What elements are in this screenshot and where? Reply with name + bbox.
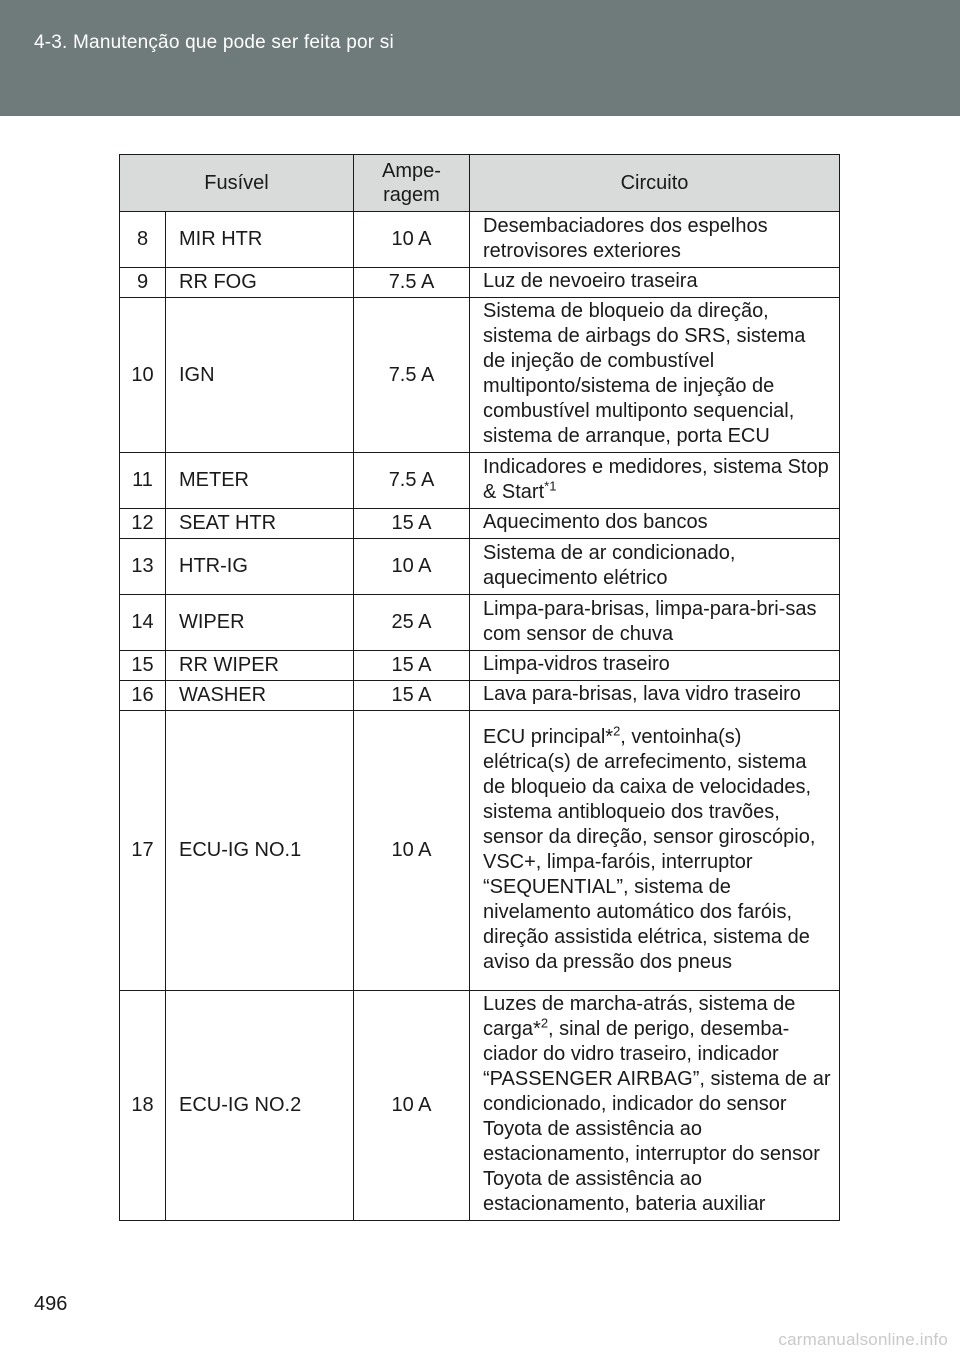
watermark: carmanualsonline.info: [778, 1330, 948, 1349]
chapter-header: [0, 0, 960, 116]
circuit-text: Aquecimento dos bancos: [483, 511, 708, 533]
fuse-number: 13: [120, 539, 166, 595]
fuse-circuit: [470, 651, 840, 681]
footnote-marker: 2: [613, 722, 621, 738]
circuit-text: Desembaciadores dos espelhos retrovisores exteriores: [483, 214, 768, 262]
fuse-amperage: 10 A: [354, 539, 470, 595]
fuse-amperage: 10 A: [354, 711, 470, 991]
table-row: [120, 595, 840, 651]
fuse-amperage: 7.5 A: [354, 268, 470, 298]
fuse-table-body: [120, 212, 840, 1221]
fuse-name: SEAT HTR: [166, 509, 354, 539]
fuse-name: ECU-IG NO.1: [166, 711, 354, 991]
table-row: [120, 991, 840, 1221]
fuse-number: 10: [120, 298, 166, 453]
fuse-amperage: 7.5 A: [354, 453, 470, 509]
circuit-text: Limpa-para-brisas, limpa-para-bri-sas com sensor de chuva: [483, 597, 817, 645]
column-header-circuit: Circuito: [470, 155, 840, 212]
circuit-text: , sinal de perigo, desemba-ciador do vidro traseiro, indicador “PASSENGER AIRBAG”, sistema de ar condicionado, indicador do sensor Toyota de assistência ao estacionamento, interruptor do sensor Toyota de assistência ao estacionamento, bateria auxiliar: [483, 1018, 831, 1215]
fuse-amperage: 15 A: [354, 681, 470, 711]
circuit-text: Limpa-vidros traseiro: [483, 653, 670, 675]
circuit-text: Indicadores e medidores, sistema Stop & Start: [483, 455, 829, 503]
fuse-number: 15: [120, 651, 166, 681]
fuse-amperage: 7.5 A: [354, 298, 470, 453]
page-number: 496: [34, 1293, 68, 1315]
fuse-circuit: [470, 539, 840, 595]
fuse-number: 14: [120, 595, 166, 651]
fuse-amperage: 15 A: [354, 509, 470, 539]
fuse-name: METER: [166, 453, 354, 509]
table-row: [120, 711, 840, 991]
fuse-name: RR WIPER: [166, 651, 354, 681]
fuse-circuit: [470, 991, 840, 1221]
fuse-number: 9: [120, 268, 166, 298]
column-header-amperage: [354, 155, 470, 212]
fuse-name: WIPER: [166, 595, 354, 651]
fuse-amperage: 10 A: [354, 212, 470, 268]
fuse-circuit: [470, 268, 840, 298]
fuse-circuit: [470, 681, 840, 711]
fuse-table: [119, 154, 840, 1221]
fuse-circuit: [470, 509, 840, 539]
column-header-fuse: Fusível: [120, 155, 354, 212]
circuit-text: Lava para-brisas, lava vidro traseiro: [483, 683, 801, 705]
circuit-text-pre: Luzes de marcha-atrás, sistema de carga*: [483, 993, 796, 1040]
fuse-name: IGN: [166, 298, 354, 453]
table-header-row: [120, 155, 840, 212]
table-row: [120, 212, 840, 268]
fuse-name: HTR-IG: [166, 539, 354, 595]
circuit-text-pre: ECU principal*: [483, 725, 614, 748]
table-row: [120, 539, 840, 595]
fuse-circuit: [470, 212, 840, 268]
fuse-amperage: 25 A: [354, 595, 470, 651]
chapter-title: 4-3. Manutenção que pode ser feita por si: [34, 32, 394, 53]
fuse-number: 8: [120, 212, 166, 268]
fuse-number: 17: [120, 711, 166, 991]
circuit-text: Sistema de bloqueio da direção, sistema de airbags do SRS, sistema de injeção de combustível multiponto/sistema de injeção de combustível multiponto sequencial, sistema de arranque, porta ECU: [483, 300, 806, 447]
amperage-header-text: Ampe- ragem: [382, 160, 441, 206]
circuit-text: Sistema de ar condicionado, aquecimento elétrico: [483, 541, 736, 589]
fuse-number: 12: [120, 509, 166, 539]
fuse-number: 18: [120, 991, 166, 1221]
fuse-amperage: 15 A: [354, 651, 470, 681]
footnote-marker: *1: [544, 477, 557, 493]
fuse-circuit: [470, 298, 840, 453]
fuse-circuit: [470, 711, 840, 991]
table-row: [120, 509, 840, 539]
table-row: [120, 268, 840, 298]
fuse-number: 11: [120, 453, 166, 509]
table-row: [120, 298, 840, 453]
fuse-number: 16: [120, 681, 166, 711]
table-row: [120, 681, 840, 711]
table-row: [120, 453, 840, 509]
table-row: [120, 651, 840, 681]
fuse-name: WASHER: [166, 681, 354, 711]
fuse-circuit: [470, 453, 840, 509]
fuse-circuit: [470, 595, 840, 651]
circuit-text: Luz de nevoeiro traseira: [483, 270, 698, 292]
fuse-name: MIR HTR: [166, 212, 354, 268]
footnote-marker: 2: [540, 1015, 549, 1031]
fuse-name: ECU-IG NO.2: [166, 991, 354, 1221]
fuse-amperage: 10 A: [354, 991, 470, 1221]
fuse-name: RR FOG: [166, 268, 354, 298]
circuit-text: , ventoinha(s) elétrica(s) de arrefecimento, sistema de bloqueio da caixa de velocidades, sistema antibloqueio dos travões, sensor da direção, sensor giroscópio, VSC+, limpa-faróis, interruptor “SEQUENTIAL”, sistema de nivelamento automático dos faróis, direção assistida elétrica, sistema de aviso da pressão dos pneus: [483, 725, 816, 973]
